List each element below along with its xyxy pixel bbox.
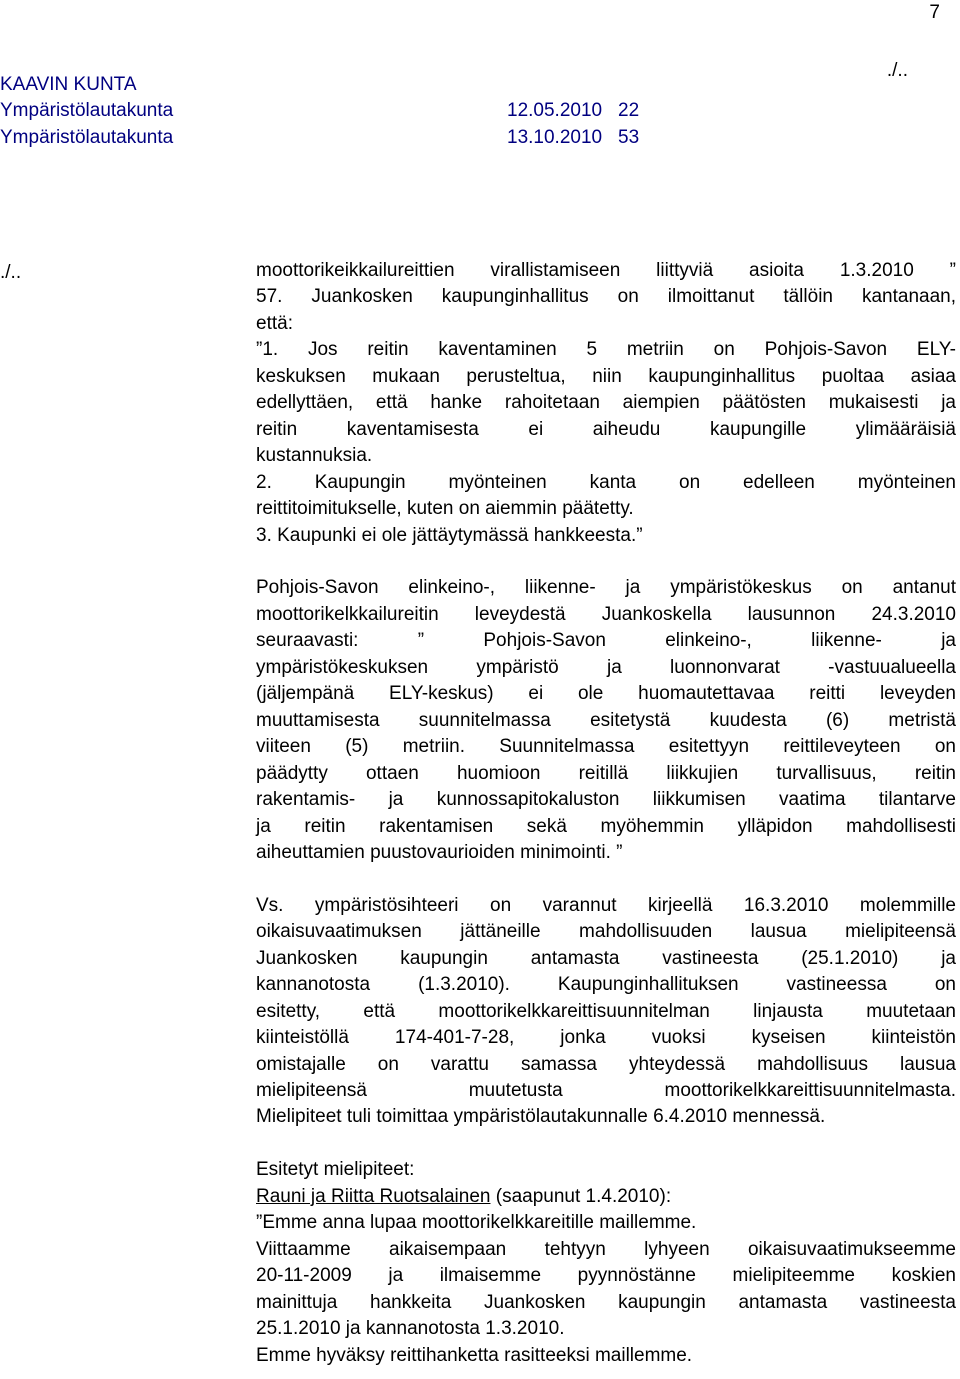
text-line: reitin kaventamisesta ei aiheudu kaupungille ylimääräisiä — [256, 418, 956, 440]
meeting-body: Ympäristölautakunta — [0, 100, 174, 121]
text-line: mielipiteensä muutetusta moottorikelkkareittisuunnitelmasta. — [256, 1080, 956, 1102]
text-line: muuttamisesta suunnitelmassa esitetystä kuudesta (6) metristä — [256, 709, 956, 731]
meeting-date: 13.10.2010 — [507, 127, 603, 148]
text-line: 2. Kaupungin myönteinen kanta on edelleen myönteinen — [256, 471, 956, 493]
quoted-statement — [256, 258, 956, 549]
text-line: päädytty ottaen huomioon reitillä liikkujien turvallisuus, reitin — [256, 762, 956, 784]
text-line: moottorikelkkailureitin leveydestä Juankoskella lausunnon 24.3.2010 — [256, 603, 956, 625]
meeting-body: Ympäristölautakunta — [0, 127, 174, 148]
document-body — [256, 258, 956, 1369]
text-line: ”Emme anna lupaa moottorikelkkareitille maillemme. — [256, 1212, 697, 1234]
text-line: aiheuttamien puustovaurioiden minimointi. ” — [256, 841, 623, 863]
text-line: Emme hyväksy reittihanketta rasitteeksi maillemme. — [256, 1344, 693, 1366]
text-line: rakentamis- ja kunnossapitokaluston liikkumisen vaatima tilantarve — [256, 789, 956, 811]
opinion-author: Rauni ja Riitta Ruotsalainen — [256, 1185, 491, 1207]
text-line: ympäristökeskuksen ympäristö ja luonnonvarat -vastuualueella — [256, 656, 956, 678]
text-line: kannanotosta (1.3.2010). Kaupunginhallituksen vastineessa on — [256, 974, 956, 996]
text-line: 3. Kaupunki ei ole jättäytymässä hankkeesta.” — [256, 524, 643, 546]
text-line: viiteen (5) metriin. Suunnitelmassa esitettyyn reittileveyteen on — [256, 736, 956, 758]
text-line: 20-11-2009 ja ilmaisemme pyynnöstänne mielipiteemme koskien — [256, 1265, 956, 1287]
municipality-name: KAAVIN KUNTA — [0, 74, 137, 95]
text-line: Mielipiteet tuli toimittaa ympäristölautakunnalle 6.4.2010 mennessä. — [256, 1106, 826, 1128]
hearing-paragraph — [256, 893, 956, 1131]
section-heading: Esitetyt mielipiteet: — [256, 1159, 415, 1181]
text-line: esitetty, että moottorikelkkareittisuunnitelman linjausta muutetaan — [256, 1000, 956, 1022]
meeting-date: 12.05.2010 — [507, 100, 603, 121]
text-line: että: — [256, 312, 293, 334]
text-line: seuraavasti: ” Pohjois-Savon elinkeino-, liikenne- ja — [256, 630, 956, 652]
text-line: 25.1.2010 ja kannanotosta 1.3.2010. — [256, 1318, 565, 1340]
opinions-section — [256, 1157, 956, 1369]
continued-marker-left: ./.. — [0, 262, 22, 283]
opinion-author-line — [256, 1184, 956, 1210]
text-line: kiinteistöllä 174-401-7-28, jonka vuoksi kyseisen kiinteistön — [256, 1027, 956, 1049]
section-number: 53 — [618, 127, 640, 148]
text-line: kustannuksia. — [256, 445, 373, 467]
text-line: Viittaamme aikaisempaan tehtyyn lyhyeen oikaisuvaatimukseemme — [256, 1238, 956, 1260]
ely-statement — [256, 575, 956, 866]
text-line: 57. Juankosken kaupunginhallitus on ilmoittanut tällöin kantanaan, — [256, 286, 956, 308]
text-line: (jäljempänä ELY-keskus) ei ole huomautettavaa reitti leveyden — [256, 683, 956, 705]
page-number: 7 — [929, 2, 940, 23]
text-line: Juankosken kaupungin antamasta vastineesta (25.1.2010) ja — [256, 947, 956, 969]
text-line: Vs. ympäristösihteeri on varannut kirjeellä 16.3.2010 molemmille — [256, 894, 956, 916]
text-line: keskuksen mukaan perusteltua, niin kaupunginhallitus puoltaa asiaa — [256, 365, 956, 387]
opinion-received: (saapunut 1.4.2010): — [490, 1185, 672, 1207]
section-number: 22 — [618, 100, 640, 121]
text-line: oikaisuvaatimuksen jättäneille mahdollisuuden lausua mielipiteensä — [256, 921, 956, 943]
text-line: Pohjois-Savon elinkeino-, liikenne- ja ympäristökeskus on antanut — [256, 577, 956, 599]
text-line: edellyttäen, että hanke rahoitetaan aiempien päätösten mukaisesti ja — [256, 392, 956, 414]
text-line: reittitoimitukselle, kuten on aiemmin päätetty. — [256, 498, 634, 520]
continued-marker-top: ./.. — [886, 60, 908, 81]
text-line: ja reitin rakentamisen sekä myöhemmin ylläpidon mahdollisesti — [256, 815, 956, 837]
text-line: mainittuja hankkeita Juankosken kaupungin antamasta vastineesta — [256, 1291, 956, 1313]
text-line: moottorikeikkailureittien virallistamiseen liittyviä asioita 1.3.2010 ” — [256, 260, 956, 281]
text-line: omistajalle on varattu samassa yhteydessä mahdollisuus lausua — [256, 1053, 956, 1075]
text-line: ”1. Jos reitin kaventaminen 5 metriin on Pohjois-Savon ELY- — [256, 339, 956, 361]
